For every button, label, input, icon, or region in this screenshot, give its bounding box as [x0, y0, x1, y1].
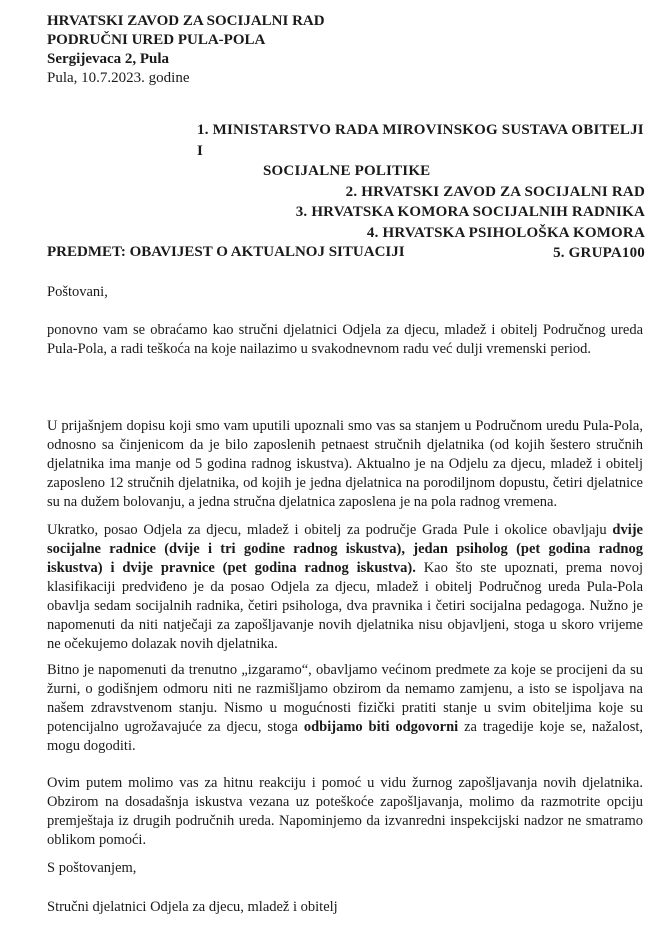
- place-and-date: Pula, 10.7.2023. godine: [47, 70, 190, 86]
- paragraph-4-text-2: za tragedije koje se, nažalost, mogu dogoditi.: [47, 719, 643, 754]
- recipient-2: 2. HRVATSKI ZAVOD ZA SOCIJALNI RAD: [345, 183, 645, 200]
- sender-address: Sergijevaca 2, Pula: [47, 51, 170, 67]
- paragraph-1: ponovno vam se obraćamo kao stručni djelatnici Odjela za djecu, mladež i obitelj Područnog ureda Pula-Pola, a radi teškoća na koje nailazimo u svakodnevnom radu već dulji vremenski period.: [47, 322, 643, 357]
- paragraph-4-bold-refuse: odbijamo biti odgovorni: [303, 719, 459, 735]
- sender-office: PODRUČNI URED PULA-POLA: [47, 32, 266, 48]
- paragraph-3-text-2: Kao što ste upoznati, prema novoj klasifikaciji predviđeno je da posao Odjela za djecu, mladež i obitelj Područnog ureda Pula-Pola obavlja sedam socijalnih radnika, četiri psihologa, dva pravnika i četiri socijalna pedagoga. Nužno je napomenuti da niti natječaji za zapošljavanje novih djelatnika nisu objavljeni, stoga u skoro vrijeme ne očekujemo dolazak novih djelatnika.: [47, 560, 643, 652]
- recipient-3: 3. HRVATSKA KOMORA SOCIJALNIH RADNIKA: [295, 204, 645, 220]
- paragraph-4: [47, 661, 643, 756]
- paragraph-3: [47, 521, 643, 654]
- paragraph-3-bold-staff: dvije socijalne radnice (dvije i tri godine radnog iskustva), jedan psiholog (pet godina radnog iskustva) i dvije pravnice (pet godina radnog iskustva).: [47, 522, 643, 576]
- paragraph-5: Ovim putem molimo vas za hitnu reakciju i pomoć u vidu žurnog zapošljavanja novih djelatnika. Obzirom na dosadašnja iskustva vezana uz poteškoće zapošljavanja, molimo da razmotrite opciju premještaja iz drugih područnih ureda. Napominjemo da izvanredni inspekcijski nadzor ne smatramo oblikom pomoći.: [47, 775, 643, 848]
- paragraph-4-text-1: Bitno je napomenuti da trenutno „izgaramo“, obavljamo većinom predmete za koje se procijeni da su žurni, o godišnjem odmoru niti ne razmišljamo obzirom da nemamo zamjenu, a isto se ispoljava na našem zdravstvenom stanju. Nismo u mogućnosti fizički pratiti stanje u svim obiteljima koje su potencijalno ugrožavajuće za djecu, stoga: [47, 662, 643, 735]
- recipient-5: 5. GRUPA100: [553, 245, 645, 261]
- letter-subject: PREDMET: OBAVIJEST O AKTUALNOJ SITUACIJI: [47, 244, 405, 260]
- recipients-list: [85, 120, 645, 264]
- closing: S poštovanjem,: [47, 860, 137, 876]
- paragraph-3-text-1: Ukratko, posao Odjela za djecu, mladež i obitelj za područje Grada Pule i okolice obavljaju: [47, 522, 613, 538]
- recipient-1-line-1: 1. MINISTARSTVO RADA MIROVINSKOG SUSTAVA OBITELJI I: [197, 122, 644, 159]
- recipient-1-line-2: SOCIJALNE POLITIKE: [263, 163, 431, 179]
- greeting: Poštovani,: [47, 284, 108, 300]
- signature: Stručni djelatnici Odjela za djecu, mladež i obitelj: [47, 899, 338, 915]
- sender-institution: HRVATSKI ZAVOD ZA SOCIJALNI RAD: [47, 13, 325, 29]
- recipient-4: 4. HRVATSKA PSIHOLOŠKA KOMORA: [366, 224, 645, 241]
- paragraph-2: U prijašnjem dopisu koji smo vam uputili upoznali smo vas sa stanjem u Područnom uredu Pula-Pola, odnosno sa činjenicom da je bilo zaposlenih petnaest stručnih djelatnika (od kojih šestero stručnih djelatnika ima manje od 5 godina radnog iskustva). Aktualno je na Odjelu za djecu, mladež i obitelj zaposleno 12 stručnih djelatnika, od kojih je jedna djelatnica na porodiljnom dopustu, četiri djelatnice su na dužem bolovanju, a jedna stručna djelatnica zaposlena je na pola radnog vremena.: [47, 418, 643, 510]
- sender-block: [47, 12, 325, 88]
